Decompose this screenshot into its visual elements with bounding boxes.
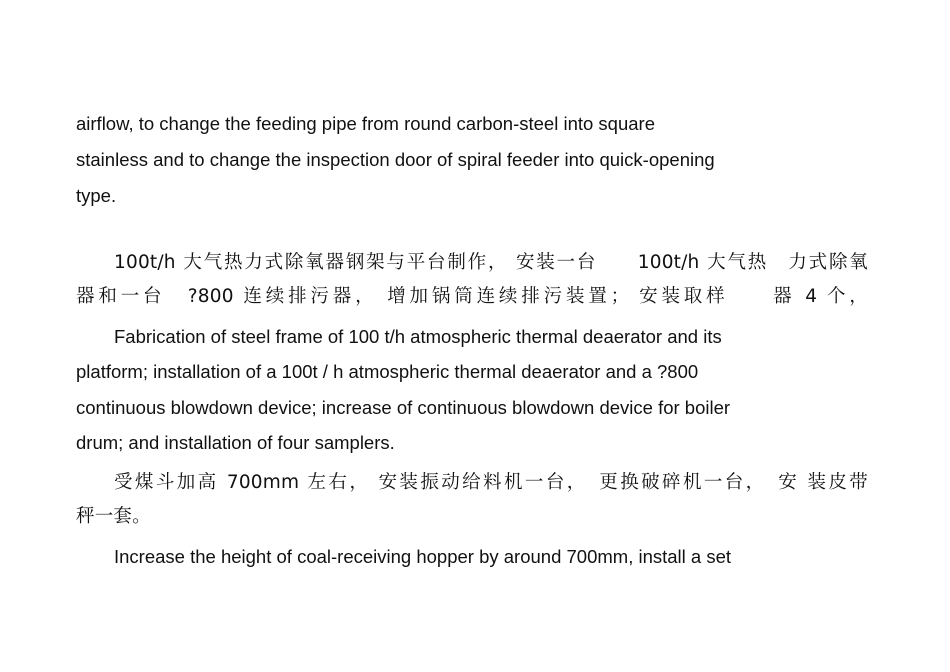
text-line-12: Increase the height of coal-receiving hopper by around 700mm, install a set xyxy=(114,546,732,567)
text-line-2: stainless and to change the inspection door of spiral feeder into quick-opening xyxy=(76,149,715,170)
cjk-paragraph-1-line-2: 器和一台 ?800 连续排污器， 增加锅筒连续排污装置； 安装取样 器 4 个， xyxy=(76,286,868,307)
cjk-paragraph-2-line-1: 受煤斗加高 700mm 左右， 安装振动给料机一台， 更换破碎机一台， 安 装皮带 xyxy=(114,472,868,493)
text-line-3: type. xyxy=(76,185,117,206)
text-line-8: continuous blowdown device; increase of continuous blowdown device for boiler xyxy=(76,397,731,418)
cjk-paragraph-2-line-2: 秤一套。 xyxy=(76,506,151,527)
text-line-6: Fabrication of steel frame of 100 t/h atmospheric thermal deaerator and its xyxy=(114,326,722,347)
text-line-7: platform; installation of a 100t / h atmospheric thermal deaerator and a ?800 xyxy=(76,361,699,382)
text-line-9: drum; and installation of four samplers. xyxy=(76,432,395,453)
cjk-paragraph-1-line-1: 100t/h 大气热力式除氧器钢架与平台制作， 安装一台 100t/h 大气热 力式除氧 xyxy=(114,252,868,273)
text-line-1: airflow, to change the feeding pipe from round carbon-steel into square xyxy=(76,113,656,134)
